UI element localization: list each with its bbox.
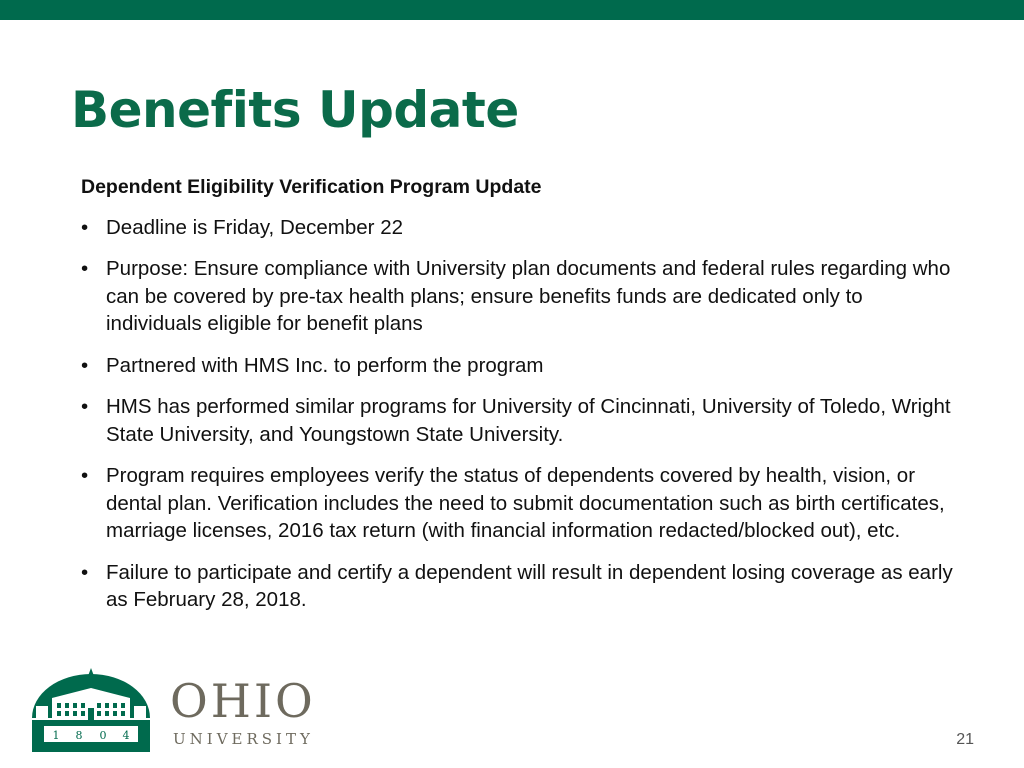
slide-title: Benefits Update xyxy=(71,81,519,139)
bullet-item xyxy=(81,214,961,242)
bullet-text: Failure to participate and certify a dependent will result in dependent losing coverage as early as February 28, 2018. xyxy=(106,560,953,611)
bullet-dot: • xyxy=(81,353,89,377)
bullet-item xyxy=(81,393,961,448)
bullet-dot: • xyxy=(81,464,89,487)
bullet-text: Program requires employees verify the status of dependents covered by health, vision, or dental plan. Verification includes the need to submit documentation such as birth certificates, marriage licenses, 2016 tax return (with financial information redacted/blocked out), etc. xyxy=(106,464,945,542)
bullet-dot: • xyxy=(81,560,89,584)
bullet-text: Partnered with HMS Inc. to perform the program xyxy=(106,353,544,377)
bullet-list xyxy=(81,214,961,614)
bullet-text: Purpose: Ensure compliance with University plan documents and federal rules regarding who can be covered by pre-tax health plans; ensure benefits funds are dedicated only to individuals eligible for benefit plans xyxy=(106,257,951,335)
bullet-item xyxy=(81,559,961,614)
cutler-hall-seal-icon xyxy=(30,668,152,752)
bullet-item xyxy=(81,352,961,380)
logo-wordmark-university: UNIVERSITY xyxy=(173,730,314,748)
slide-content xyxy=(81,174,961,628)
bullet-dot: • xyxy=(81,257,89,280)
year-digit: 0 xyxy=(99,729,107,742)
bullet-item xyxy=(81,462,961,545)
ohio-university-logo xyxy=(30,668,330,754)
bullet-text: Deadline is Friday, December 22 xyxy=(106,215,403,239)
bullet-text: HMS has performed similar programs for University of Cincinnati, University of Toledo, Wright State University, and Youngstown State University. xyxy=(106,395,951,446)
year-digit: 4 xyxy=(122,729,130,742)
year-digit: 1 xyxy=(52,729,60,742)
section-subheading: Dependent Eligibility Verification Program Update xyxy=(81,176,542,198)
year-digit: 8 xyxy=(75,729,83,742)
logo-wordmark-ohio: OHIO xyxy=(170,674,316,728)
bullet-dot: • xyxy=(81,395,89,418)
bullet-dot: • xyxy=(81,215,89,239)
top-accent-bar xyxy=(0,0,1024,20)
bullet-item xyxy=(81,255,961,338)
page-number: 21 xyxy=(956,731,974,748)
